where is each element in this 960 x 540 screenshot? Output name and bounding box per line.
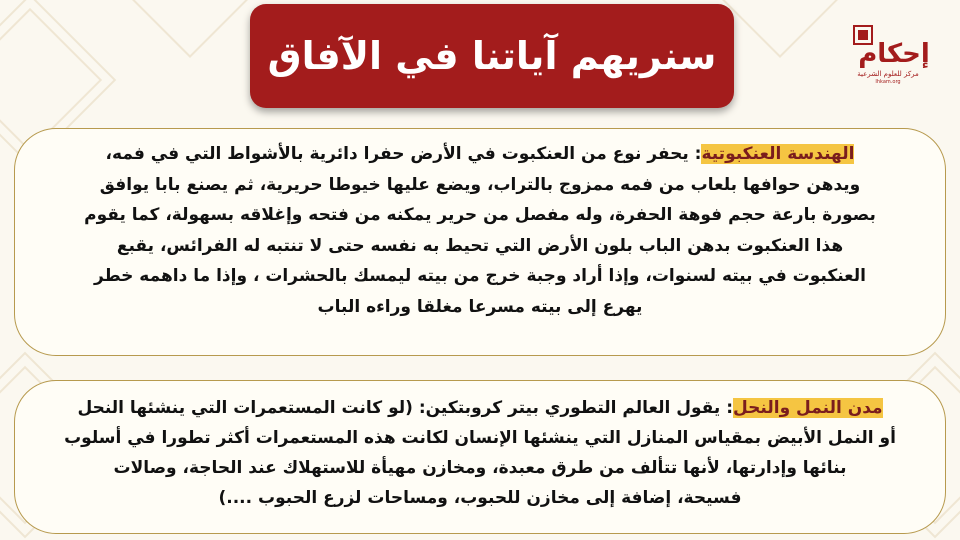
logo — [846, 24, 930, 94]
section-ants-line-4: فسيحة، إضافة إلى مخازن للحبوب، ومساحات لزرع الحبوب ....) — [218, 488, 742, 508]
section-spider-line-4: هذا العنكبوت بدهن الباب بلون الأرض التي تحيط به نفسه حتى لا تنتبه له الفرائس، يقبع — [116, 235, 844, 256]
logo-name: إحكام — [858, 39, 930, 68]
section-spider-card — [14, 128, 946, 356]
title-banner — [250, 4, 734, 108]
section-ants-line-1 — [15, 393, 945, 423]
section-ants-card — [14, 380, 946, 534]
section-spider-line-1 — [15, 139, 945, 170]
section-spider-heading: الهندسة العنكبوتية — [701, 144, 855, 164]
section-spider-line-2: ويدهن حوافها بلعاب من فمه ممزوج بالتراب، ويضع عليها خيوطا حريرية، ثم يصنع بابا يوافق — [99, 174, 861, 195]
section-ants-heading: مدن النمل والنحل — [733, 398, 883, 418]
section-ants-text — [15, 393, 945, 513]
section-ants-first-line: : يقول العالم التطوري بيتر كروبتكين: (لو كانت المستعمرات التي ينشئها النحل — [77, 398, 733, 418]
section-ants-line-3: بنائها وإدارتها، لأنها تتألف من طرق معبدة، ومخازن مهيأة للاستهلاك عند الحاجة، وصالات — [113, 458, 847, 478]
logo-tagline: Ihkam.org — [875, 79, 901, 85]
logo-subtitle: مركز للعلوم الشرعية — [857, 70, 919, 78]
page-title: سنريهم آياتنا في الآفاق — [267, 34, 717, 78]
section-spider-line-6: يهرع إلى بيته مسرعا مغلقا وراءه الباب — [317, 296, 643, 317]
section-ants-line-2: أو النمل الأبيض بمقياس المنازل التي ينشئها الإنسان لكانت هذه المستعمرات أكثر تطورا في أسلوب — [64, 428, 896, 448]
section-spider-text — [15, 139, 945, 322]
section-spider-first-line: : يحفر نوع من العنكبوت في الأرض حفرا دائرية بالأشواط التي في فمه، — [105, 144, 702, 164]
ihkam-logo-icon — [846, 24, 930, 68]
section-spider-line-3: بصورة بارعة حجم فوهة الحفرة، وله مفصل من حرير يمكنه من فتحه وإغلاقه بسهولة، كما يقوم — [84, 205, 876, 225]
section-spider-line-5: العنكبوت في بيته لسنوات، وإذا أراد وجبة خرج من بيته ليمسك بالحشرات ، وإذا ما داهمه خطر — [94, 266, 866, 286]
